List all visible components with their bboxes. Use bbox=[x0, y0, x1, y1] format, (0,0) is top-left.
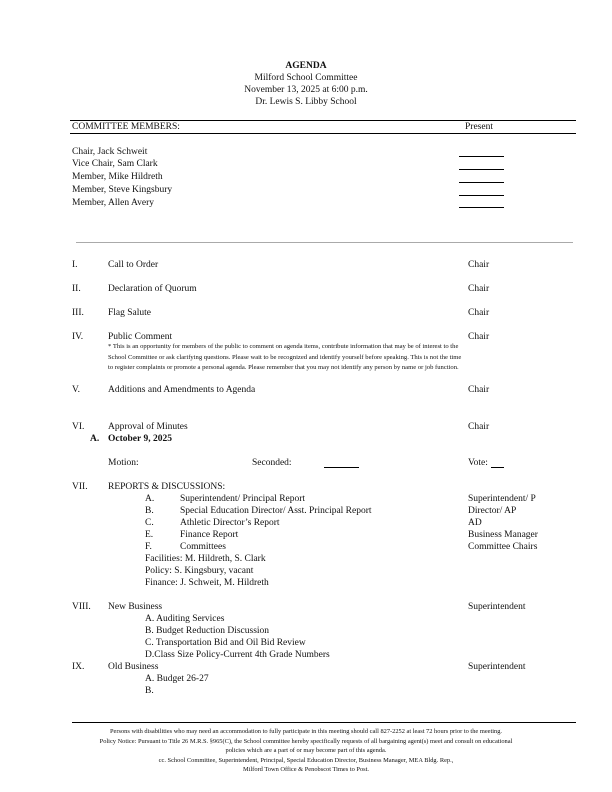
org-name: Milford School Committee bbox=[254, 73, 358, 83]
divider bbox=[70, 133, 576, 134]
item-title: Call to Order bbox=[108, 260, 159, 270]
report-owner: Superintendent/ P bbox=[468, 494, 536, 504]
item-number: VII. bbox=[72, 482, 88, 492]
item-title: Approval of Minutes bbox=[108, 422, 188, 432]
public-comment-note: * This is an opportunity for members of the public to comment on agenda items, contribute information that may be of interest to the bbox=[108, 343, 459, 350]
item-owner: Chair bbox=[468, 422, 490, 432]
footer-divider bbox=[72, 722, 576, 723]
sub-letter: E. bbox=[145, 530, 154, 540]
committee-line: Finance: J. Schweit, M. Hildreth bbox=[145, 578, 269, 588]
minutes-date: October 9, 2025 bbox=[108, 434, 172, 444]
item-number: IV. bbox=[72, 332, 84, 342]
divider bbox=[76, 242, 573, 243]
report-title: Superintendent/ Principal Report bbox=[180, 494, 306, 504]
new-business-item: B. Budget Reduction Discussion bbox=[145, 626, 270, 636]
report-title: Special Education Director/ Asst. Principal Report bbox=[180, 506, 372, 516]
present-blank bbox=[459, 156, 504, 157]
policy-notice: policies which are a part of or may become part of this agenda. bbox=[225, 747, 387, 754]
member: Member, Mike Hildreth bbox=[72, 172, 163, 182]
present-label: Present bbox=[465, 122, 493, 132]
item-title: Flag Salute bbox=[108, 308, 152, 318]
public-comment-note: School Committee or ask clarifying questions. Please wait to be recognized and identify yourself before speaking. This is not the time bbox=[108, 354, 462, 361]
members-heading: COMMITTEE MEMBERS: bbox=[72, 122, 180, 132]
seconded-blank bbox=[324, 467, 359, 468]
item-title: Additions and Amendments to Agenda bbox=[108, 385, 256, 395]
item-number: IX. bbox=[72, 662, 85, 672]
cc-list: Milford Town Office & Penobscot Times to Post. bbox=[242, 766, 370, 773]
meeting-location: Dr. Lewis S. Libby School bbox=[255, 97, 357, 107]
item-number: II. bbox=[72, 284, 81, 294]
present-blank bbox=[459, 195, 504, 196]
item-number: VIII. bbox=[72, 602, 91, 612]
cc-list: cc. School Committee, Superintendent, Principal, Special Education Director, Business Manager, MEA Bldg. Rep., bbox=[158, 757, 454, 764]
new-business-item: A. Auditing Services bbox=[145, 614, 225, 624]
report-title: Finance Report bbox=[180, 530, 239, 540]
old-business-item: B. bbox=[145, 686, 154, 696]
item-owner: Chair bbox=[468, 260, 490, 270]
meeting-date: November 13, 2025 at 6:00 p.m. bbox=[244, 85, 368, 95]
vote-label: Vote: bbox=[468, 458, 488, 468]
item-title: Old Business bbox=[108, 662, 159, 672]
present-blank bbox=[459, 207, 504, 208]
policy-notice: Policy Notice: Pursuant to Title 26 M.R.S. §965(C), the School committee hereby specifically requests of all bargaining agent(s) meet and consult on educational bbox=[99, 738, 513, 745]
sub-letter: C. bbox=[145, 518, 154, 528]
member: Member, Steve Kingsbury bbox=[72, 185, 173, 195]
item-owner: Superintendent bbox=[468, 602, 526, 612]
item-title: New Business bbox=[108, 602, 163, 612]
report-owner: Director/ AP bbox=[468, 506, 517, 516]
report-owner: AD bbox=[468, 518, 482, 528]
divider bbox=[70, 120, 576, 121]
item-number: I. bbox=[72, 260, 78, 270]
member: Member, Allen Avery bbox=[72, 198, 155, 208]
item-title: Declaration of Quorum bbox=[108, 284, 197, 294]
member: Vice Chair, Sam Clark bbox=[72, 159, 158, 169]
item-title: REPORTS & DISCUSSIONS: bbox=[108, 482, 226, 492]
sub-letter: A. bbox=[90, 434, 100, 444]
new-business-item: C. Transportation Bid and Oil Bid Review bbox=[145, 638, 306, 648]
old-business-item: A. Budget 26-27 bbox=[145, 674, 209, 684]
accommodation-notice: Persons with disabilities who may need an accommodation to fully participate in this meeting should call 827-2252 at least 72 hours prior to the meeting. bbox=[109, 728, 503, 735]
present-blank bbox=[459, 182, 504, 183]
item-number: III. bbox=[72, 308, 84, 318]
member: Chair, Jack Schweit bbox=[72, 147, 148, 157]
committee-line: Policy: S. Kingsbury, vacant bbox=[145, 566, 254, 576]
motion-label: Motion: bbox=[108, 458, 139, 468]
sub-letter: B. bbox=[145, 506, 154, 516]
sub-letter: F. bbox=[145, 542, 152, 552]
item-owner: Chair bbox=[468, 385, 490, 395]
report-title: Committees bbox=[180, 542, 226, 552]
item-owner: Chair bbox=[468, 308, 490, 318]
vote-blank bbox=[491, 467, 504, 468]
seconded-label: Seconded: bbox=[252, 458, 292, 468]
report-title: Athletic Director’s Report bbox=[180, 518, 280, 528]
report-owner: Committee Chairs bbox=[468, 542, 538, 552]
item-number: VI. bbox=[72, 422, 85, 432]
sub-letter: A. bbox=[145, 494, 155, 504]
committee-line: Facilities: M. Hildreth, S. Clark bbox=[145, 554, 266, 564]
item-title: Public Comment bbox=[108, 332, 173, 342]
item-number: V. bbox=[72, 385, 81, 395]
public-comment-note: to register complaints or promote a personal agenda. Please remember that you may not identify any person by name or job function. bbox=[108, 364, 459, 371]
item-owner: Chair bbox=[468, 284, 490, 294]
item-owner: Chair bbox=[468, 332, 490, 342]
new-business-item: D.Class Size Policy-Current 4th Grade Numbers bbox=[145, 650, 330, 660]
item-owner: Superintendent bbox=[468, 662, 526, 672]
report-owner: Business Manager bbox=[468, 530, 538, 540]
agenda-title: AGENDA bbox=[285, 61, 327, 71]
present-blank bbox=[459, 169, 504, 170]
